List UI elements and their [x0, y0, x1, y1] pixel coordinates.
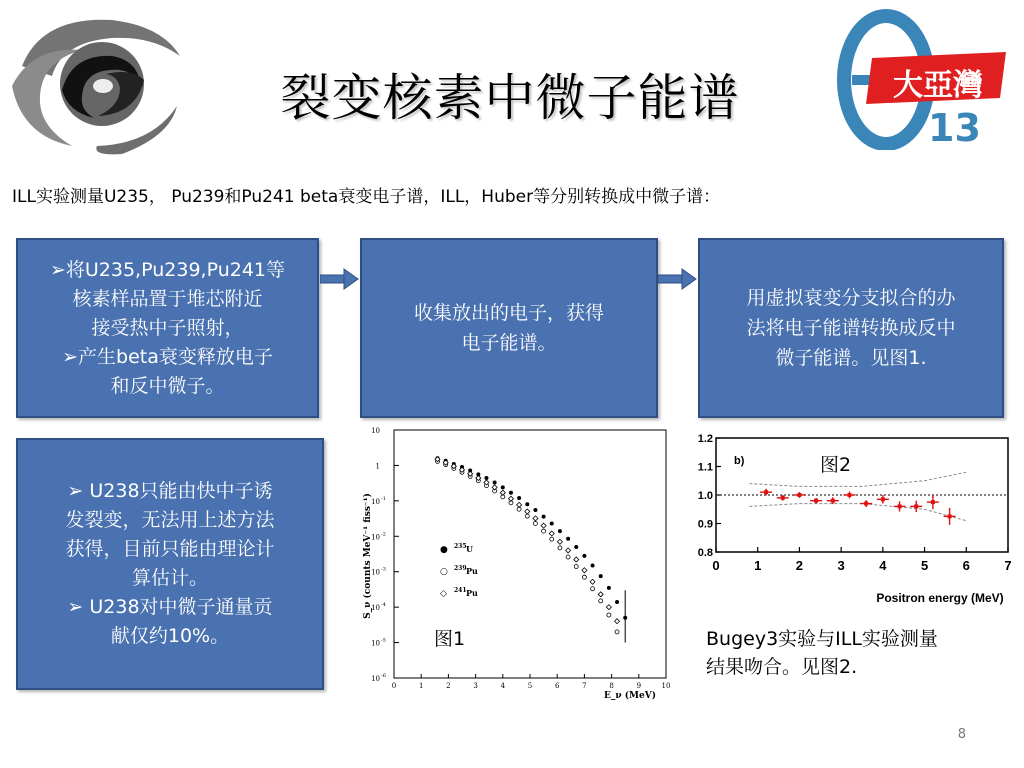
fig1-y-tick-label: 1: [375, 462, 380, 471]
fig1-y-tick-label: 10: [371, 497, 380, 506]
fig1-point-235u: [542, 515, 546, 519]
fig1-x-tick-label: 8: [609, 682, 614, 690]
fig2-x-tick-label: 6: [962, 558, 970, 573]
fig1-xlabel: E_ν (MeV): [604, 691, 656, 701]
fig1-legend-isotope-number: 235: [454, 543, 467, 550]
fig1-point-235u: [493, 480, 497, 484]
fig2-y-tick-label: 0.8: [697, 547, 713, 559]
fig2-point: [931, 500, 935, 504]
institute-logo: [2, 6, 192, 158]
fig1-point-239pu: [525, 514, 529, 518]
box4-line: 发裂变，无法用上述方法: [65, 509, 275, 531]
fig2-point: [898, 504, 902, 508]
fig1-point-235u: [509, 491, 513, 495]
fig1-x-tick-label: 9: [636, 682, 642, 690]
fig1-point-239pu: [615, 630, 619, 634]
fig1-point-235u: [550, 521, 554, 525]
fig1-y-tick-label: 10: [371, 604, 380, 613]
fig2-point: [797, 493, 801, 497]
flow-arrow-icon: [658, 267, 698, 291]
fig1-point-235u: [574, 545, 578, 549]
subtitle: ILL实验测量U235， Pu239和Pu241 beta衰变电子谱，ILL，Huber等分别转换成中微子谱：: [12, 187, 721, 207]
process-box-2: [360, 238, 658, 418]
fig2-y-tick-label: 0.9: [697, 518, 713, 531]
fig1-x-tick-label: 5: [527, 682, 533, 690]
fig1-y-tick-label: 10: [371, 675, 380, 683]
box1-line: 核素样品置于堆芯附近: [72, 287, 263, 310]
fig2-x-tick-label: 3: [837, 558, 845, 573]
fig2-xlabel: Positron energy (MeV): [876, 591, 1004, 605]
box3-line: 微子能谱。见图1.: [775, 347, 927, 369]
fig1-x-tick-label: 7: [582, 682, 587, 690]
fig1-point-239pu: [550, 537, 554, 541]
fig1-y-tick-exponent: -4: [381, 602, 386, 609]
fig1-point-235u: [591, 563, 595, 567]
logo-number: 13: [928, 106, 981, 150]
box4-line: 获得，目前只能由理论计: [65, 538, 275, 560]
fig1-x-tick-label: 3: [473, 682, 478, 690]
fig1-point-239pu: [542, 529, 546, 533]
fig2-point: [914, 504, 918, 508]
box1-line: ➢将U235,Pu239,Pu241等: [49, 258, 286, 281]
fig1-legend-label: U: [466, 544, 473, 554]
fig1-legend-symbol: ◇: [440, 589, 447, 599]
fig2-point: [847, 493, 851, 497]
fig1-y-tick-exponent: -2: [381, 531, 386, 538]
fig2-point: [831, 499, 835, 503]
box1-line: 和反中微子。: [110, 374, 225, 397]
box1-line: 接受热中子照射，: [91, 316, 244, 339]
fig1-point-235u: [599, 574, 603, 578]
fig1-point-235u: [615, 600, 619, 604]
fig1-point-235u: [607, 586, 611, 590]
fig2-x-tick-label: 2: [795, 558, 804, 573]
fig2-x-tick-label: 5: [920, 558, 929, 573]
page-number: 8: [957, 727, 966, 742]
fig1-legend-label: Pu: [466, 566, 478, 576]
box1-line: ➢产生beta衰变释放电子: [62, 345, 273, 368]
fig1-y-tick-exponent: -5: [381, 637, 386, 644]
bugey3-note: [706, 625, 1006, 681]
fig2-x-tick-label: 1: [754, 558, 762, 573]
fig1-x-tick-label: 1: [418, 682, 424, 690]
fig1-point-239pu: [574, 565, 578, 569]
fig1-y-tick-label: 10: [371, 427, 380, 435]
fig1-point-239pu: [599, 599, 603, 603]
fig1-y-tick-exponent: -1: [381, 495, 386, 502]
fig1-legend-symbol: ○: [440, 567, 448, 577]
fig1-point-235u: [517, 496, 521, 500]
fig2-point: [948, 514, 952, 518]
fig2-point: [864, 502, 868, 506]
figure-2: [692, 428, 1014, 612]
fig2-y-tick-label: 1.0: [697, 490, 713, 502]
fig1-point-239pu: [582, 575, 586, 579]
fig2-point: [881, 497, 885, 501]
fig1-point-239pu: [566, 555, 570, 559]
fig2-x-tick-label: 7: [1004, 558, 1012, 573]
process-box-1: [16, 238, 319, 418]
daya-bay-logo: [828, 2, 1018, 150]
fig1-point-235u: [501, 485, 505, 489]
fig2-x-tick-label: 4: [879, 558, 887, 573]
fig1-point-235u: [582, 554, 586, 558]
fig1-x-tick-label: 10: [661, 682, 671, 690]
fig1-point-239pu: [533, 521, 537, 525]
fig1-chart: [358, 426, 674, 702]
fig1-point-235u: [525, 502, 529, 506]
page-title: 裂变核素中微子能谱: [280, 69, 740, 127]
fig1-x-tick-label: 6: [554, 682, 560, 690]
box3-line: 法将电子能谱转换成反中: [746, 317, 956, 339]
fig2-point: [781, 496, 785, 500]
fig2-caption: 图2: [820, 454, 852, 476]
fig2-y-tick-label: 1.1: [697, 461, 713, 474]
fig1-ylabel: S_ν (counts MeV⁻¹ fiss⁻¹): [363, 493, 373, 619]
fig1-y-tick-label: 10: [371, 639, 380, 648]
fig1-legend-isotope-number: 241: [454, 587, 467, 594]
fig1-x-tick-label: 0: [391, 682, 397, 690]
box3-line: 用虚拟衰变分支拟合的办: [746, 287, 956, 309]
fig1-y-tick-label: 10: [371, 533, 380, 542]
note-line: Bugey3实验与ILL实验测量: [706, 628, 938, 650]
box4-line: 算估计。: [131, 567, 208, 589]
u238-note-box: [16, 438, 324, 690]
box4-line: ➢ U238只能由快中子诱: [67, 480, 273, 502]
fig1-legend-isotope-number: 239: [454, 565, 467, 572]
box2-line: 收集放出的电子，获得: [413, 302, 604, 324]
fig1-y-tick-label: 10: [371, 568, 380, 577]
fig1-point-239pu: [591, 587, 595, 591]
fig1-y-tick-exponent: -3: [381, 566, 386, 573]
box2-line: 电子能谱。: [461, 332, 557, 354]
fig1-legend-symbol: ●: [440, 545, 448, 555]
fig1-x-tick-label: 4: [500, 682, 506, 690]
fig1-point-239pu: [558, 546, 562, 550]
figure-1: [358, 426, 674, 702]
fig1-y-tick-exponent: -6: [381, 673, 386, 679]
fig2-point: [814, 499, 818, 503]
fig1-x-tick-label: 2: [446, 682, 451, 690]
fig2-chart: [692, 428, 1014, 612]
note-line: 结果吻合。见图2.: [706, 656, 858, 678]
fig2-y-tick-label: 1.2: [697, 433, 713, 445]
box4-line: ➢ U238对中微子通量贡: [67, 596, 273, 618]
fig1-legend-label: Pu: [466, 588, 478, 598]
fig1-point-235u: [558, 529, 562, 533]
fig2-x-tick-label: 0: [712, 558, 720, 573]
fig1-point-239pu: [607, 613, 611, 617]
logo-red-text: 大亞灣: [893, 68, 983, 103]
process-box-3: [698, 238, 1004, 418]
fig1-point-235u: [533, 508, 537, 512]
flow-arrow-icon: [320, 267, 360, 291]
fig2-panel-label: b): [734, 455, 745, 467]
fig1-point-235u: [566, 537, 570, 541]
box4-line: 献仅约10%。: [110, 625, 230, 647]
fig1-caption: 图1: [434, 628, 466, 650]
fig2-point: [764, 490, 768, 494]
